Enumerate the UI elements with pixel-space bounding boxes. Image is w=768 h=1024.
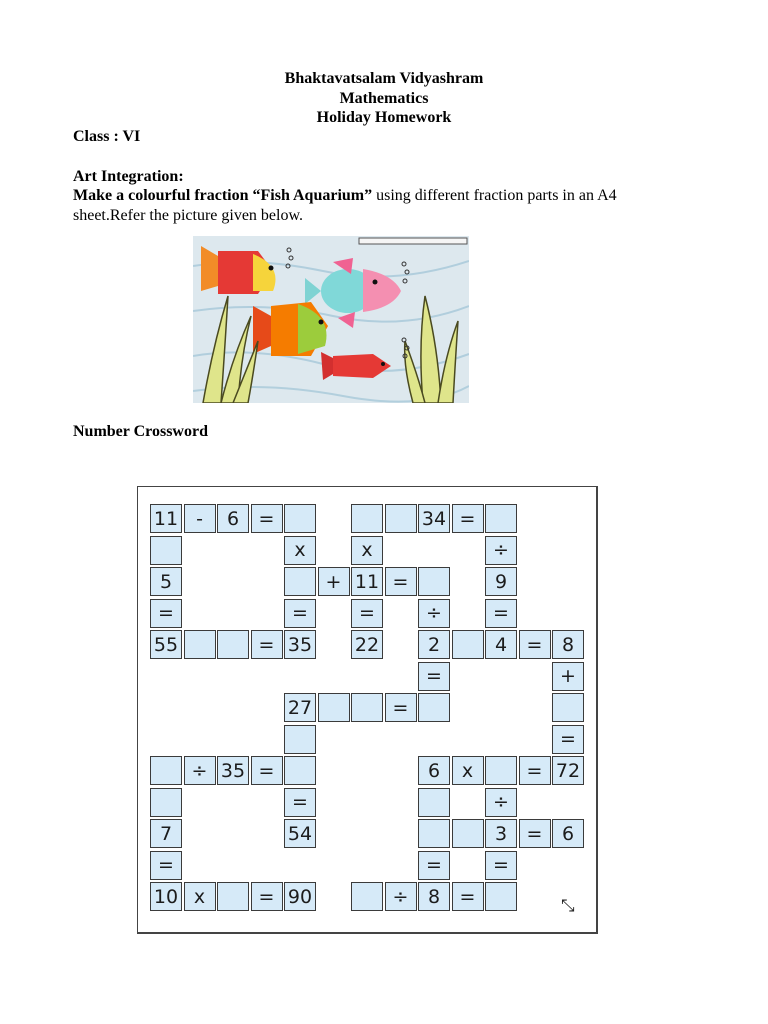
crossword-cell: 10: [150, 882, 182, 911]
crossword-cell: 72: [552, 756, 584, 785]
art-instruction-bold: Make a colourful fraction “Fish Aquarium”: [73, 187, 373, 204]
crossword-cell[interactable]: [150, 756, 182, 785]
crossword-cell[interactable]: [452, 819, 484, 848]
school-name: Bhaktavatsalam Vidyashram: [284, 70, 484, 87]
crossword-cell: =: [552, 725, 584, 754]
crossword-cell: =: [251, 756, 283, 785]
expand-icon[interactable]: ⤡: [561, 896, 575, 916]
crossword-cell: ÷: [485, 536, 517, 565]
crossword-cell: 55: [150, 630, 182, 659]
crossword-cell: 22: [351, 630, 383, 659]
crossword-cell: +: [552, 662, 584, 691]
crossword-cell[interactable]: [485, 756, 517, 785]
crossword-cell[interactable]: [351, 504, 383, 533]
crossword-cell: 4: [485, 630, 517, 659]
crossword-cell: =: [251, 882, 283, 911]
crossword-cell[interactable]: [385, 504, 417, 533]
fish-aquarium-picture: [193, 236, 469, 403]
crossword-cell: 7: [150, 819, 182, 848]
crossword-cell[interactable]: [184, 630, 216, 659]
crossword-cell: 11: [351, 567, 383, 596]
crossword-cell: x: [351, 536, 383, 565]
crossword-cell[interactable]: [150, 536, 182, 565]
crossword-cell[interactable]: [485, 882, 517, 911]
crossword-cell: ÷: [385, 882, 417, 911]
crossword-cell: =: [284, 788, 316, 817]
crossword-cell[interactable]: [552, 693, 584, 722]
crossword-cell: =: [452, 882, 484, 911]
crossword-cell: =: [485, 599, 517, 628]
crossword-cell: =: [519, 630, 551, 659]
crossword-cell: =: [452, 504, 484, 533]
crossword-cell[interactable]: [418, 788, 450, 817]
crossword-cell: ÷: [184, 756, 216, 785]
crossword-cell: 35: [284, 630, 316, 659]
crossword-cell: 6: [552, 819, 584, 848]
crossword-cell: =: [519, 756, 551, 785]
crossword-cell[interactable]: [418, 567, 450, 596]
art-integration-heading: Art Integration:: [73, 168, 184, 185]
crossword-cell[interactable]: [485, 504, 517, 533]
crossword-cell: =: [485, 851, 517, 880]
crossword-cell: =: [251, 630, 283, 659]
crossword-cell: 35: [217, 756, 249, 785]
art-instruction-rest: using different fraction parts in an A4: [372, 187, 617, 204]
crossword-cell[interactable]: [452, 630, 484, 659]
crossword-cell: 3: [485, 819, 517, 848]
crossword-cell: x: [452, 756, 484, 785]
crossword-cell: 11: [150, 504, 182, 533]
crossword-cell: -: [184, 504, 216, 533]
crossword-cell: +: [318, 567, 350, 596]
crossword-cell[interactable]: [418, 819, 450, 848]
crossword-cell: =: [519, 819, 551, 848]
crossword-cell[interactable]: [318, 693, 350, 722]
crossword-cell[interactable]: [217, 882, 249, 911]
crossword-cell[interactable]: [150, 788, 182, 817]
crossword-cell: x: [184, 882, 216, 911]
crossword-cell: ÷: [485, 788, 517, 817]
crossword-cell: ÷: [418, 599, 450, 628]
crossword-cell[interactable]: [284, 756, 316, 785]
art-instruction: [73, 187, 617, 205]
crossword-cell: =: [418, 662, 450, 691]
crossword-cell[interactable]: [217, 630, 249, 659]
crossword-cell: =: [385, 693, 417, 722]
art-instruction-line2: sheet.Refer the picture given below.: [73, 207, 303, 224]
crossword-cell: =: [284, 599, 316, 628]
crossword-cell: =: [150, 851, 182, 880]
crossword-cell: =: [150, 599, 182, 628]
crossword-cell: 9: [485, 567, 517, 596]
crossword-cell: 6: [217, 504, 249, 533]
crossword-cell: 5: [150, 567, 182, 596]
crossword-cell: 8: [552, 630, 584, 659]
crossword-cell: 54: [284, 819, 316, 848]
crossword-cell: =: [418, 851, 450, 880]
crossword-cell: =: [385, 567, 417, 596]
subject: Mathematics: [339, 90, 429, 107]
crossword-cell: 34: [418, 504, 450, 533]
crossword-cell[interactable]: [351, 693, 383, 722]
number-crossword: [137, 486, 598, 934]
crossword-cell: 90: [284, 882, 316, 911]
crossword-cell[interactable]: [284, 567, 316, 596]
crossword-cell: 6: [418, 756, 450, 785]
crossword-cell[interactable]: [418, 693, 450, 722]
crossword-cell[interactable]: [284, 504, 316, 533]
crossword-cell: 8: [418, 882, 450, 911]
crossword-cell: 2: [418, 630, 450, 659]
crossword-cell: x: [284, 536, 316, 565]
crossword-cell[interactable]: [351, 882, 383, 911]
crossword-cell: 27: [284, 693, 316, 722]
crossword-cell: =: [251, 504, 283, 533]
crossword-cell: =: [351, 599, 383, 628]
class-line: Class : VI: [73, 128, 141, 145]
crossword-cell[interactable]: [284, 725, 316, 754]
document-title: Holiday Homework: [316, 109, 452, 126]
crossword-heading: Number Crossword: [73, 423, 208, 440]
